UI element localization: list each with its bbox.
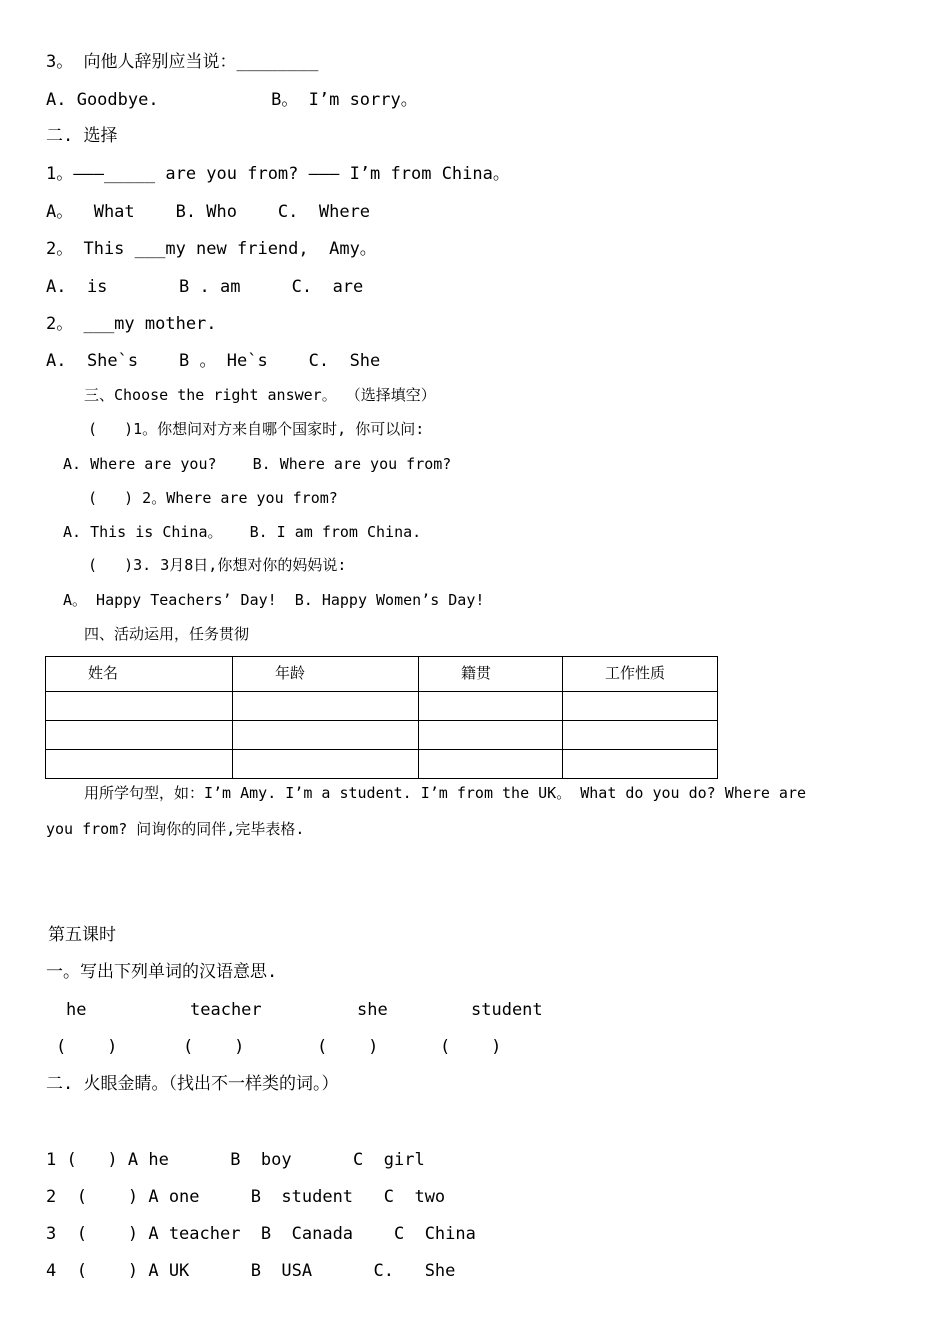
choice-q2b-options: A. She`s B 。 He`s C. She <box>46 351 381 371</box>
word-she: she <box>357 1000 388 1020</box>
section-2-title: 二. 选择 <box>46 126 118 146</box>
answer-q3-options: A。 Happy Teachers’ Day! B. Happy Women’s Day! <box>63 591 485 609</box>
table-cell[interactable] <box>46 721 233 750</box>
instruction-line-1: 用所学句型，如：I’m Amy. I’m a student. I’m from the UK。 What do you do? Where are <box>84 784 807 802</box>
choice-q2-stem: 2。 This ___my new friend, Amy。 <box>46 239 377 259</box>
odd-one-out-item-1: 1 ( ) A he B boy C girl <box>46 1150 425 1170</box>
word-teacher: teacher <box>190 1000 262 1020</box>
choice-q1-stem: 1。———_____ are you from? ——— I’m from China。 <box>46 164 510 184</box>
table-cell[interactable] <box>563 750 718 779</box>
answer-q2-options: A. This is China。 B. I am from China. <box>63 523 422 541</box>
header-name: 姓名 <box>46 657 233 692</box>
survey-table <box>45 656 718 779</box>
table-cell[interactable] <box>46 692 233 721</box>
table-cell[interactable] <box>233 721 419 750</box>
table-cell[interactable] <box>419 750 563 779</box>
choice-q2b-stem: 2。 ___my mother. <box>46 314 217 334</box>
question-3-options: A. Goodbye. B。 I’m sorry。 <box>46 90 418 110</box>
section-4-title: 四、活动运用，任务贯彻 <box>84 625 250 643</box>
odd-one-out-item-3: 3 ( ) A teacher B Canada C China <box>46 1224 476 1244</box>
choice-q1-options: A。 What B. Who C. Where <box>46 202 371 222</box>
table-cell[interactable] <box>233 692 419 721</box>
header-hometown: 籍贯 <box>419 657 563 692</box>
answer-blank[interactable]: ( ) <box>56 1037 118 1057</box>
table-header-row <box>46 657 718 692</box>
header-age: 年龄 <box>233 657 419 692</box>
answer-q1-options: A. Where are you? B. Where are you from? <box>63 455 452 473</box>
choice-q2-options: A. is B . am C. are <box>46 277 364 297</box>
answer-q2-stem: ( ) 2。Where are you from? <box>88 489 338 507</box>
odd-one-out-item-2: 2 ( ) A one B student C two <box>46 1187 446 1207</box>
table-cell[interactable] <box>419 692 563 721</box>
answer-q3-stem: ( )3. 3月8日,你想对你的妈妈说: <box>88 556 347 574</box>
table-cell[interactable] <box>563 692 718 721</box>
answer-q1-stem: ( )1。你想问对方来自哪个国家时, 你可以问: <box>88 420 425 438</box>
answer-blank[interactable]: ( ) <box>183 1037 245 1057</box>
table-cell[interactable] <box>563 721 718 750</box>
word-he: he <box>66 1000 87 1020</box>
table-cell[interactable] <box>419 721 563 750</box>
lesson5-section-2-title: 二. 火眼金睛。（找出不一样类的词。） <box>46 1074 339 1094</box>
odd-one-out-item-4: 4 ( ) A UK B USA C. She <box>46 1261 456 1281</box>
question-3-stem: 3。 向他人辞别应当说：________ <box>46 52 319 72</box>
word-student: student <box>471 1000 543 1020</box>
answer-blank[interactable]: ( ) <box>440 1037 502 1057</box>
section-3-title: 三、Choose the right answer。 （选择填空） <box>84 386 436 404</box>
table-row <box>46 692 718 721</box>
table-cell[interactable] <box>46 750 233 779</box>
lesson5-section-1-title: 一。写出下列单词的汉语意思. <box>46 962 278 982</box>
instruction-line-2: you from? 问询你的同伴,完毕表格. <box>46 820 305 838</box>
table-cell[interactable] <box>233 750 419 779</box>
lesson-5-title: 第五课时 <box>48 925 116 945</box>
table-row <box>46 750 718 779</box>
table-row <box>46 721 718 750</box>
header-occupation: 工作性质 <box>563 657 718 692</box>
answer-blank[interactable]: ( ) <box>317 1037 379 1057</box>
